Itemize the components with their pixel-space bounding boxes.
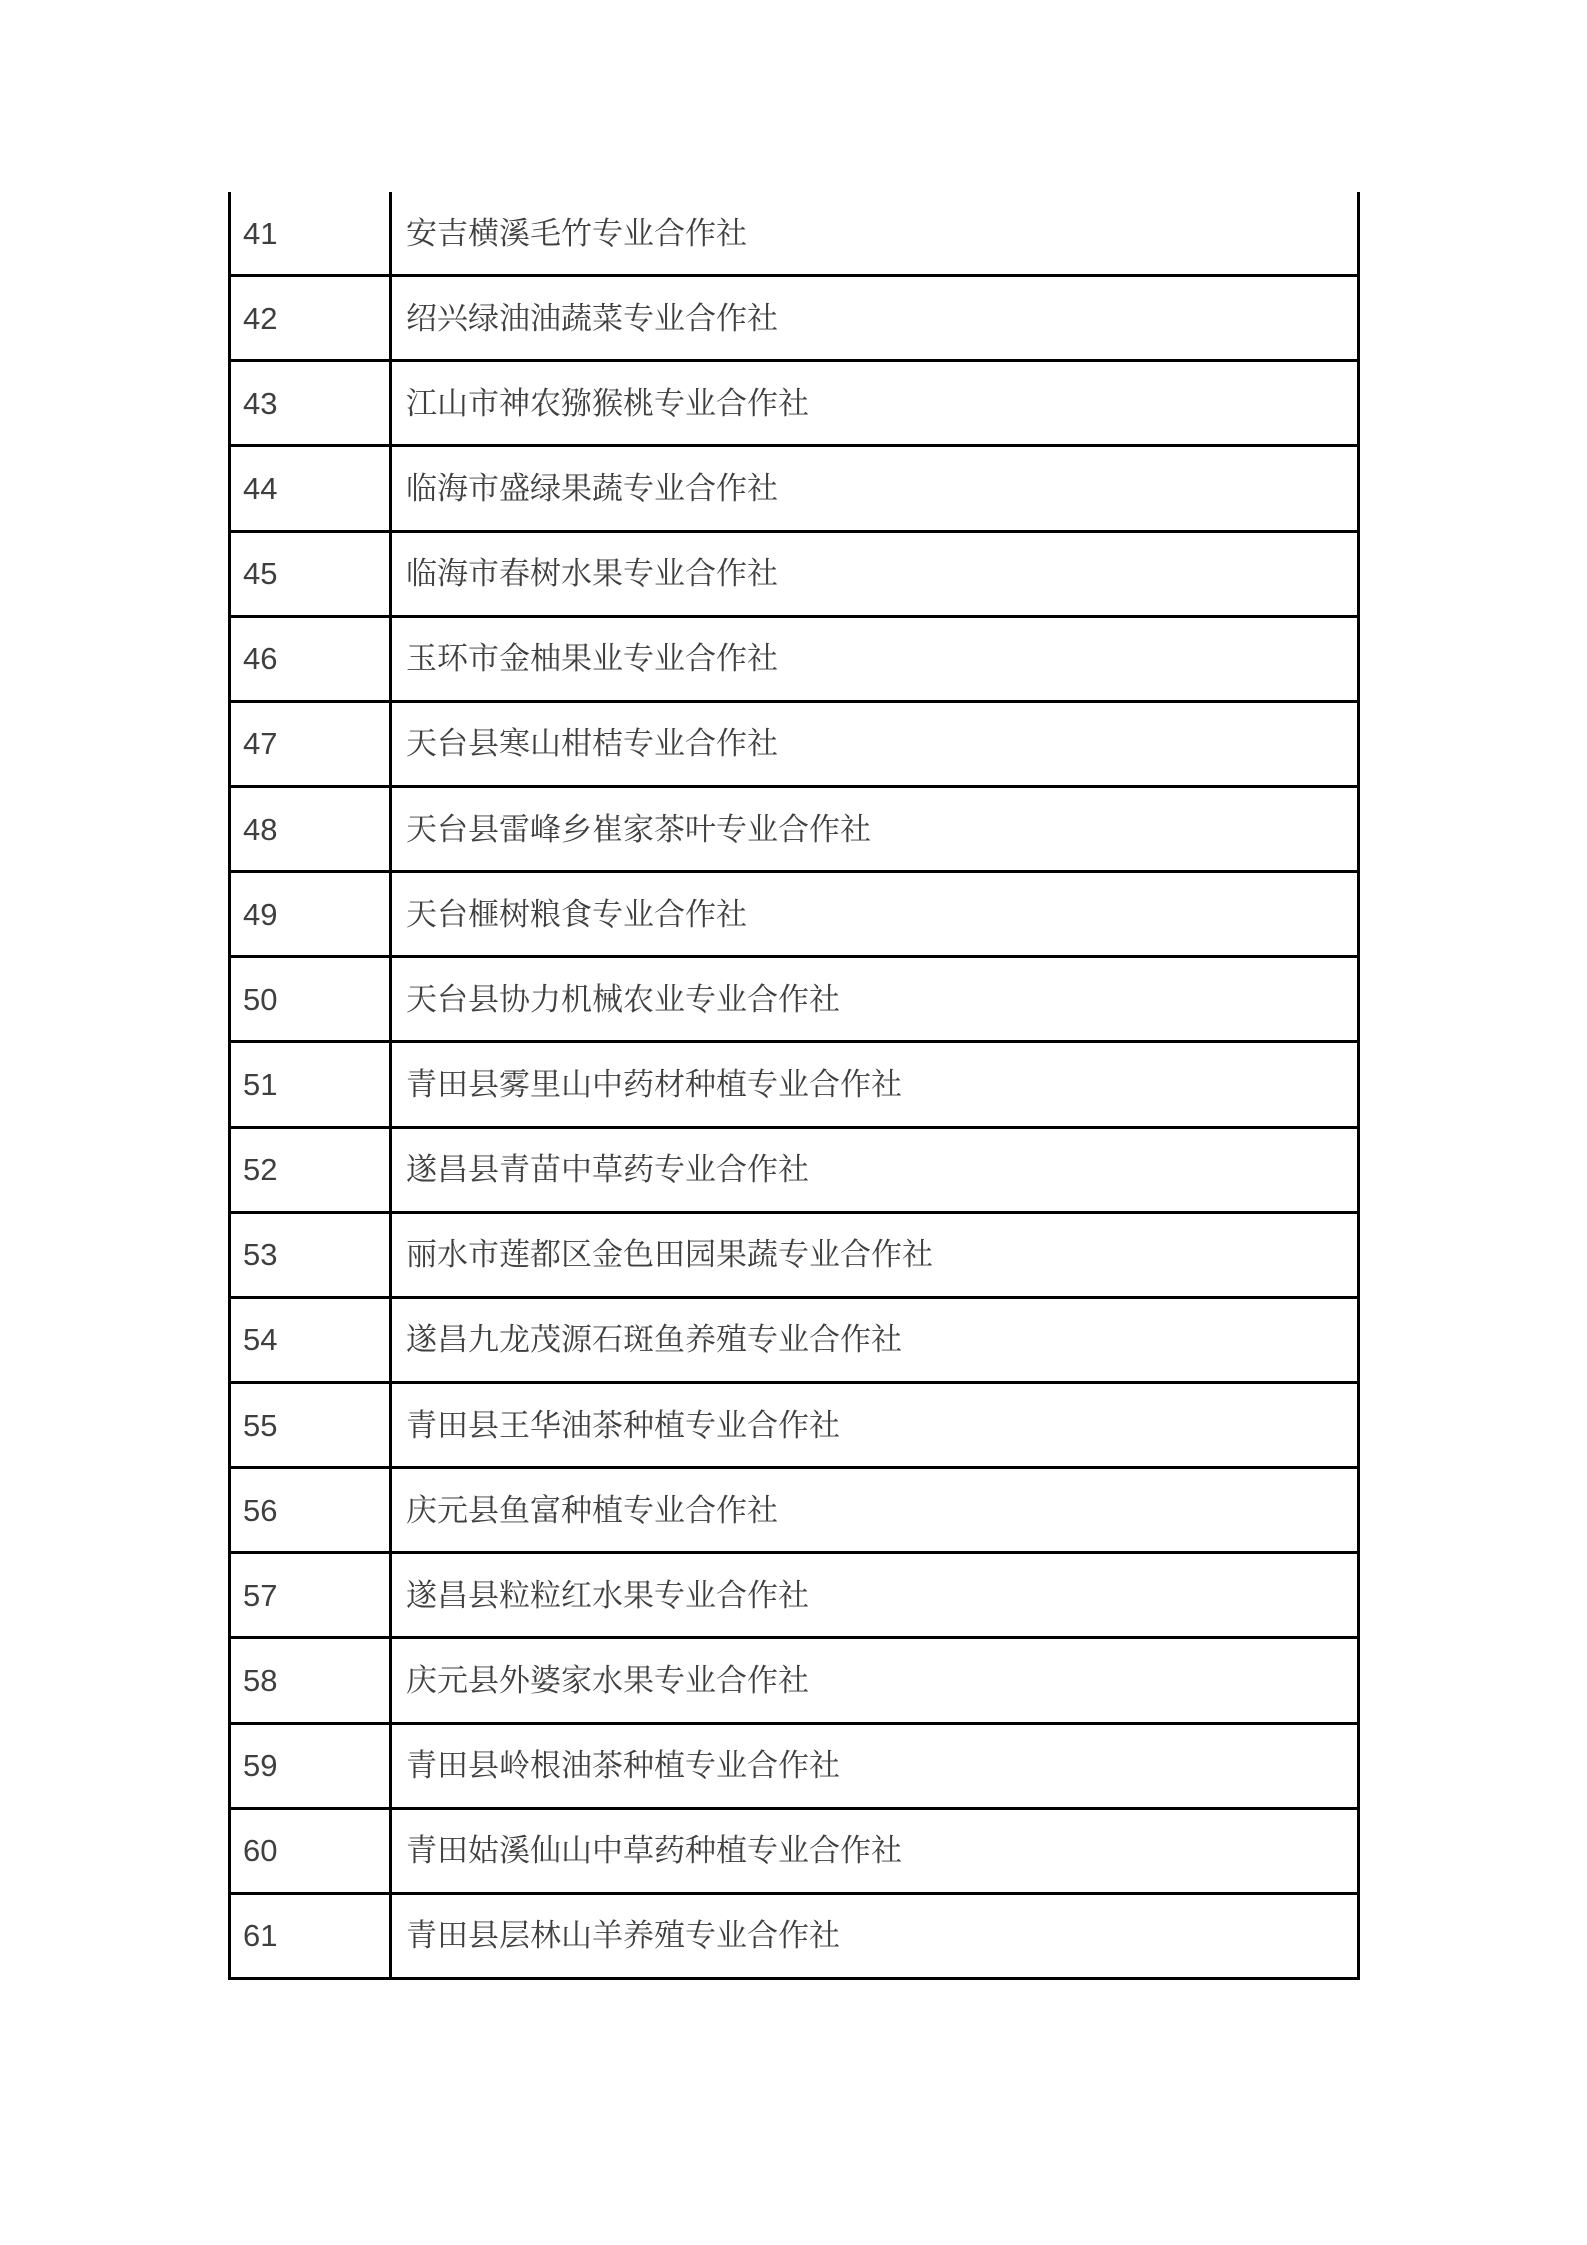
row-index-cell: 56 xyxy=(231,1469,392,1551)
cooperative-name-cell: 丽水市莲都区金色田园果蔬专业合作社 xyxy=(406,1237,933,1273)
cooperative-name-cell: 绍兴绿油油蔬菜专业合作社 xyxy=(406,300,778,336)
cooperative-name-cell: 天台县协力机械农业专业合作社 xyxy=(406,981,840,1017)
table-row xyxy=(231,1381,1357,1466)
row-index-cell: 61 xyxy=(231,1895,392,1977)
table-row xyxy=(231,1892,1357,1977)
table-row xyxy=(231,1636,1357,1721)
table-row xyxy=(231,1807,1357,1892)
table-row xyxy=(231,1126,1357,1211)
row-index-cell: 43 xyxy=(231,362,392,444)
cooperative-name-cell: 庆元县鱼富种植专业合作社 xyxy=(406,1492,778,1528)
cooperative-name-cell: 青田县层林山羊养殖专业合作社 xyxy=(406,1918,840,1954)
cooperative-name-cell: 青田县岭根油茶种植专业合作社 xyxy=(406,1748,840,1784)
table-row xyxy=(231,615,1357,700)
row-index-cell: 57 xyxy=(231,1554,392,1636)
cooperative-name-cell: 天台县雷峰乡崔家茶叶专业合作社 xyxy=(406,811,871,847)
table-row xyxy=(231,1722,1357,1807)
cooperative-name-cell: 天台榧树粮食专业合作社 xyxy=(406,896,747,932)
row-index-cell: 52 xyxy=(231,1129,392,1211)
table-row xyxy=(231,700,1357,785)
cooperative-name-cell: 安吉横溪毛竹专业合作社 xyxy=(406,215,747,251)
table-row xyxy=(231,530,1357,615)
row-index-cell: 42 xyxy=(231,277,392,359)
cooperative-name-cell: 遂昌县粒粒红水果专业合作社 xyxy=(406,1577,809,1613)
row-index-cell: 53 xyxy=(231,1214,392,1296)
cooperative-table xyxy=(228,192,1360,1980)
row-index-cell: 44 xyxy=(231,447,392,529)
row-index-cell: 50 xyxy=(231,958,392,1040)
cooperative-name-cell: 青田县王华油茶种植专业合作社 xyxy=(406,1407,840,1443)
cooperative-name-cell: 遂昌九龙茂源石斑鱼养殖专业合作社 xyxy=(406,1322,902,1358)
row-index-cell: 49 xyxy=(231,873,392,955)
cooperative-name-cell: 庆元县外婆家水果专业合作社 xyxy=(406,1662,809,1698)
row-index-cell: 59 xyxy=(231,1725,392,1807)
row-index-cell: 45 xyxy=(231,533,392,615)
table-row xyxy=(231,274,1357,359)
row-index-cell: 41 xyxy=(231,192,392,274)
table-row xyxy=(231,1551,1357,1636)
table-row xyxy=(231,1211,1357,1296)
row-index-cell: 55 xyxy=(231,1384,392,1466)
cooperative-name-cell: 临海市盛绿果蔬专业合作社 xyxy=(406,470,778,506)
table-row xyxy=(231,192,1357,274)
table-row xyxy=(231,870,1357,955)
row-index-cell: 47 xyxy=(231,703,392,785)
table-row xyxy=(231,955,1357,1040)
row-index-cell: 51 xyxy=(231,1043,392,1125)
table-row xyxy=(231,785,1357,870)
cooperative-name-cell: 青田姑溪仙山中草药种植专业合作社 xyxy=(406,1833,902,1869)
table-row xyxy=(231,1296,1357,1381)
cooperative-name-cell: 遂昌县青苗中草药专业合作社 xyxy=(406,1152,809,1188)
table-row xyxy=(231,1466,1357,1551)
row-index-cell: 54 xyxy=(231,1299,392,1381)
row-index-cell: 58 xyxy=(231,1639,392,1721)
cooperative-name-cell: 玉环市金柚果业专业合作社 xyxy=(406,641,778,677)
cooperative-name-cell: 青田县雾里山中药材种植专业合作社 xyxy=(406,1066,902,1102)
table-row xyxy=(231,359,1357,444)
table-row xyxy=(231,1040,1357,1125)
row-index-cell: 48 xyxy=(231,788,392,870)
row-index-cell: 60 xyxy=(231,1810,392,1892)
cooperative-name-cell: 临海市春树水果专业合作社 xyxy=(406,556,778,592)
row-index-cell: 46 xyxy=(231,618,392,700)
cooperative-name-cell: 江山市神农猕猴桃专业合作社 xyxy=(406,385,809,421)
table-row xyxy=(231,444,1357,529)
cooperative-name-cell: 天台县寒山柑桔专业合作社 xyxy=(406,726,778,762)
